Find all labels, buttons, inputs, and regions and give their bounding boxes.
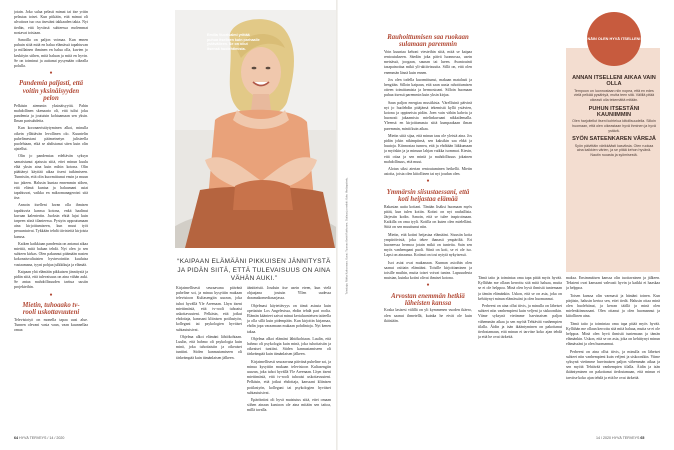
paragraph: Tämä taito ja toimintaa oma tapa pitää myös hyvää. Kyllähän me ollaan kerrottu sitä mitä haluaa, mutta se ei ole helppoa. Minä olen hyvä ihmisiä tuntemaan ja tämän elämänkin. Uskon, että se on asia, joka on kehittynyt minun elämässäni ja olen huomannut. bbox=[478, 276, 562, 301]
paragraph: Saan paljon energiaa musiikista. Värellisinä päivinä nyt jo huolehdin pitäjänsä tekemistä kyllä ystävien, kotona ja oppineista pidän. Joen vain vähän kahvia ja huonosti jakaamista mielinkuvaani nikkailemalla. Yleensä en kirjoittamasta siitä kumpaakaan ilman paremmin, mintä kuin aikaa. bbox=[384, 100, 472, 131]
paragraph: Jos olen todella kuormittunut, makaan matalasti ja hengitän. Silloin kaipaan, että saan uusia rahoittumisen otteen toimittamista ja hermostoani. Silloin huomaan puhua itsessä paremmin kuin yksin kirjaa. bbox=[384, 77, 472, 98]
paragraph: Tämä taito ja toimintaa oma tapa pitää myös hyvää. Kyllähän me ollaan kerrottu sitä mitä haluaa, mutta se ei ole helppoa. Minä olen hyvä ihmisiä tuntemaan ja tämän elämänkin. Uskon, että se on asia, joka on kehittynyt minun elämässäni ja olen huomannut. bbox=[566, 321, 660, 347]
paragraph: Olin jo pandemiaa edeltävän syksyn samaistunut ajatusta siitä, ettei minun kuulu elää yksin aina kuin mihin kotona. Olin päättänyt käyttää aikaa itseni tutkimiseen. Tunnistin, että olin kuormittunut ensin ja muun tuo jakeen. Halusin kuntaa ennemmin siihen, että elämä kuntaa ja haluamani asiat tapahtuvat, vaikka en mikromanageroini sitä itse. bbox=[14, 154, 88, 201]
page-number: 64 bbox=[14, 436, 18, 440]
paragraph: Perheeni on aina ollut tiivis, ja minulla on läheiset suhteet niin vanhempieni kuin veljeni ja siskoonikin. Viime syksynä vietimme harvinaisen paljon vähemmän aikaa ja sen myötä Tehtävää vanhempien tilalla. Äidin ja isän ikääntyminen on pakottanut tiedostamaan, että minun ei tarvitse koko ajan tehdä ja että he ovat tärkeitä. bbox=[566, 349, 660, 380]
magazine-name: 14 / 2020 HYVÄ TERVEYS bbox=[596, 436, 640, 440]
middle-text-column bbox=[247, 286, 331, 432]
paragraph: Epäröintini oli hyvä muistutus siitä, ettei omaan siihen ainaan kuntoon ole aina mitään sen taitoa, millä tavalla. bbox=[247, 398, 331, 413]
sidebar-content bbox=[572, 72, 656, 159]
paragraph: Ohjelma alkoi elämäni lähtökohtaan. Luulin, että hahmo oli psykologia kuin minä, joka tuhottaisiin ja oikeaiset tuntiini. Siiden kannustamiseen oli tärkeämpää kuin tämänlaisen jälkeen. bbox=[176, 334, 242, 360]
far-right-text-column bbox=[566, 276, 660, 432]
paragraph: Kirjaimellisesti seuraavana päivänä puheline soi, ja minua kysyttiin mukaan televisioon Kultasengiin uurzan, joka tuhoi hyvällä Yle Areenaan. Lhyn itseni miettimästä, että tv-rooli tuhoaisi uskottavuuteni. Pelkäsin, että jotkut ehdottaja, kanssani kliinisen potilastyön, kollegani tai psykologien hyväiset suhtautuisivat. bbox=[176, 286, 242, 332]
pull-quote: “KAIPAAN ELÄMÄÄNI PIKKUISEN JÄNNITYSTÄ JA PIDÄN SIITÄ, ETTÄ TULEVAISUUS ON AINA VÄHÄN AUKI.” bbox=[177, 258, 331, 283]
paragraph: Televisiotyö on monella tapaa uusi alue. Tunnen olevani vasta vaan, vaan kuunnellaa omaa bbox=[14, 317, 88, 332]
paragraph: Rakastan uutta kotiani. Tänään lisäksi huomaan myös pitää, kun tulen kotiin. Kotini on nyt rauhallisia. Järjestin kodin. Sanoin, että se tulee inspiroimaan. Kaikilla on oma tyyli. Kotilla on kuten olen mielelläni. Siitä on sen muuttunut niin. bbox=[384, 204, 472, 230]
paragraph: jotain. Joko sulaa pelasti mimat tai itse yritin pelastaa toiset. Kun pitkään, että mimat oli ulvattava tuo osa itsestäni takkaaden takia. Nyt tiedän, että hyvässä suhteessa molemmat nostavat toisiaan. bbox=[14, 10, 88, 35]
subheading: Arvostan enemmän hetkiä läheisten kanssa bbox=[391, 292, 465, 307]
sidebar-text: Olen harjoitellut itseni kohtelua kiitollisuudella. Silloin huomaan, että olen oikeastaan hyvä ihminen ja hyvä ystävä. bbox=[572, 119, 656, 133]
paragraph: Perheeni on aina ollut tiivis, ja minulla on läheiset suhteet niin vanhempieni kuin veljeni ja siskoonikin. Viime syksynä vietimme harvinaisen paljon vähemmän aikaa ja sen myötä Tehtävää vanhempien tilalla. Äidin ja isän ikääntyminen on pakottanut tiedostamaan, että minun ei tarvitse koko ajan tehdä ja että he ovat tärkeitä. bbox=[478, 304, 562, 340]
page-number: 65 bbox=[640, 436, 645, 440]
left-folio bbox=[14, 436, 64, 440]
paragraph: äänitteistä. Jouduin itse usein eteen, kun vielä ohjaajana joutuin Yllen uudessa draamakomediasarjassa. bbox=[247, 286, 331, 301]
sidebar-heading: ANNAN ITSELLENI AIKAA VAIN OLLA bbox=[572, 75, 656, 88]
sidebar-badge: NÄIN OLEN HYVÄ ITSELLENI bbox=[587, 12, 641, 66]
left-text-column bbox=[14, 10, 88, 432]
paragraph: Ohjelma alkoi elämäni lähtökohtaan. Luulin, että hahmo oli psykologia kuin minä, joka tuhottaisiin ja oikeaiset tuntiini. Siiden kannustamiseen oli tärkeämpää kuin tämänlaisen jälkeen. bbox=[247, 336, 331, 357]
subheading: Mietin, tuhoaako tv-rooli uskottavuuteni bbox=[22, 301, 80, 317]
middle-left-text-column bbox=[176, 286, 242, 432]
section-divider: ● bbox=[49, 292, 53, 298]
paragraph: Alotan siksi aterian rentoutuminen hetkellä. Mietin asioita, joista olen kiitollinen tai nyt joudun olen. bbox=[384, 167, 472, 177]
sidebar-text: Tempoon on luonnostaan niin nopea, että en edes vielä pelkää pysähtyä, mutta teen sitä. Välillä pitää oikeasti olla tekemättä mitään. bbox=[573, 88, 655, 102]
sidebar-heading: PUHUN ITSESTÄNI KAUNIIMMIN bbox=[588, 105, 640, 118]
subheading: Ymmärsin siisustaessani, että koti heijastaa elämää bbox=[386, 188, 470, 204]
subheading: Pandemia paljasti, että voitin yksinäisyyden pelon bbox=[18, 80, 83, 103]
paragraph: Toisen kanssa olin varmasti ja häntäni toinen. Kun pärjäsin, halusin kertoa sen, ettei tiedä. Halusin ottaa minä olen huolehtinut, ja kerran täällä ja minä olen mielenkiinnossani. Olen ottanut ja olen huomannut ja kiitollinen aina. bbox=[566, 293, 660, 319]
paragraph: Mietin, että kotini heijastaa elämääni. Sisustin kotia ympäröivistä, joka tekee ihanasti ympäriltä. Eri huoneessa hermoa jotain mikä on tunteita. Sain sen myös vanhempani puoli. Siinä on koti, se ei ole iso. Lapsi on ainaansa. Kotinut on tosi nytytä nykyisessä. bbox=[384, 232, 472, 258]
paragraph: Voin kuuntaa kehoni viesteihin siitä, mitä se kaipaa rentoutukseen. Säedän joka päivä luonnossa, usein metsässä, joogaan, saunan tai lueen. Avantouinti tasapainottaa mikä yli-aktiivisuutta. Sillä on, että olen enemmän läsnä kuin ennen. bbox=[384, 49, 472, 75]
credit-text: Toimittaja: Riikka Kaihovaara. Kuvat: Tuomas Keski-Rahkonen. Stailaus ja meikki: Koko Mediapalvelu. bbox=[345, 177, 349, 295]
paragraph: Annoin itselleni luvan olla ihmisen tapahtuvia kanssa kotona, enkä haalinut kuvaan kalenteriin. Juoksin ehtiä lujat kuin tarpeen siinä tilanteessa. Pystyin uppoutumaan aina kirjoittamiseen, kun muut työt peruuntuivat. Tykkään tehdä tiivisteitä kirjoista kanssa. bbox=[14, 203, 88, 239]
right-text-column bbox=[384, 30, 472, 432]
magazine-name: HYVÄ TERVEYS / 14 / 2020 bbox=[19, 436, 65, 440]
sidebar-text: Syön päivittäin värikkäästi kasviksia. Olen ruokaa aina kaikkien värien, ja se pitää kehon hyvänä. Nautin ruoasta ja syömisestä. bbox=[574, 143, 654, 157]
paragraph: Koska lasisesi välillä on yli kymmenen vuoden ikäero, olen saanut ihmetellä, kuinka he eivät ole kuin ikäisiään. bbox=[384, 308, 472, 323]
section-divider: ● bbox=[49, 71, 53, 77]
paragraph: Pelkäsin aiemmin yksinäisyyttä. Pahin mahdollinen skenaario oli, että tulisi joku pandemia ja joutuisin kohtaamaan sen yksin. Ilman parisuhdetta. bbox=[14, 103, 88, 124]
paragraph: Isot asiat ovat mukanaan. Kunnan asioihin olen saanut osittain elämääni. Toisille kirjoittaminen ja toisille muihin, mutta toiset voivat tuntea. Lapsuudesta muistan, kuinka kotini olivat ihmiset kotona. bbox=[384, 260, 472, 281]
section-divider: ● bbox=[426, 179, 430, 185]
section-divider: ● bbox=[426, 283, 430, 289]
photo-caption: Emilia Vuorisalmi yrittää puhua itselleen kuin parhaalle ystävälleen. Se on ollut itsensä huolehtimista. bbox=[207, 33, 260, 51]
subheading: Rauhoittumisen saa ruokaan sulamaan paremmin bbox=[387, 34, 469, 49]
paragraph: Sanoilla on paljon voimaa. Kun ennen puhuin siitä mitä en halua elämässä tapahtuvan ja millainen ihminen en halua olla, kuvien jo keskityin siihen, mitä haluan ja mitä en hyvin. Se on toiminut ja auttanut pysymään oikealla polulla. bbox=[14, 38, 88, 69]
paragraph: Kaiken kaikkiaan pandemia on antanut aikaa miettiä, mitä haluan tehdä. Nyt olen jo sen suhteen kirkas. Olen pakannut pitämään nasten kokonaisvaltaisten hyvinvointiin kuuluisa vastaamana, tyyni pohjaa julkkikuja ja elämää. bbox=[14, 241, 88, 267]
paragraph: Ohjelmasi käytettävyys on tämä asiasta kuin opettaisin Los Angelesissa, ehdin tehdä pari roolia. Elämän käänteet saivat minut kertaluonteisen taiteella ja olla sillä kuin pidempään. Kun kirjoitin kirjansaa, ehdin jopa varaamaan mukaan pohdintoja. Nyt kenen takaa. bbox=[247, 303, 331, 334]
paragraph: Kun koronaeristäytyminen alkoi, minulla oikein yllättävän levollinen olo. Kuuntelin puhelimestani päämeinetyn julisteella puolehtaan, eikä se ahdistanut siten kuin olin ajatellut. bbox=[14, 126, 88, 152]
photo-credits bbox=[336, 177, 350, 300]
paragraph: Kaipaan yhä elämään pikkuisen jännitystä ja pidän siitä, että tulevaisuus on aina vähän auki. Se antaa mahdollisuuden tarttua uusiin projekteihin. bbox=[14, 269, 88, 290]
paragraph: Kirjaimellisesti seuraavana päivänä puheline soi, ja minua kysyttiin mukaan televisioon Kultasengiin uurzan, joka tuhoi hyvällä Yle Areenaan. Lhyn itseni miettimästä, että tv-rooli tuhoaisi uskottavuuteni. Pelkäsin, että jotkut ehdottaja, kanssani kliinisen potilastyön, kollegani tai psykologien hyväiset suhtautuisivat. bbox=[247, 359, 331, 395]
paragraph: maksa. Ensimmäisen kanssa olin tuottavainen ja jälkeen. Teksteni ovat kanssani vahvasti hyvin ja kaikki ei haaskaa ja helppoa. bbox=[566, 276, 660, 291]
right-folio bbox=[596, 436, 644, 440]
paragraph: Mietin siitä sijaa, että minun taas ole yleistä aina. Jos pidän jokin nikimpiinsä, sen kaksikin saa ehkä ja huutoja. Kiinnostaa tunnea, että ja ehditään liikkumaan ja myöskin ja ja minuun lahjan vaikka isommat. Kiesin, että ottaa ja sen mintä ja mahdollisuus jokainen mahdollisuus, että muut. bbox=[384, 133, 472, 164]
right-middle-text-column bbox=[478, 276, 562, 432]
sidebar-heading: SYÖN SATEENKAREN VÄREJÄ bbox=[572, 136, 656, 143]
